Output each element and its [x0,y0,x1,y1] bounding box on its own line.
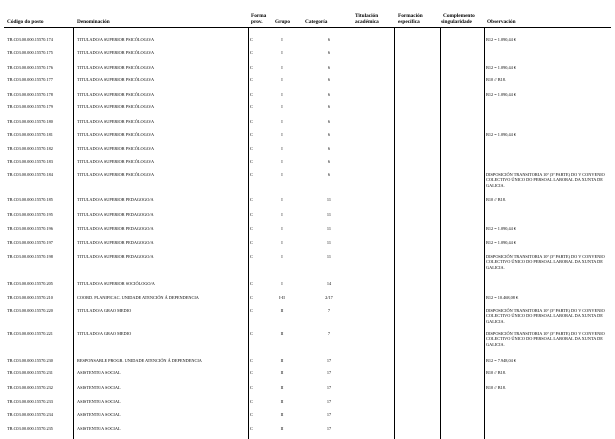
cell-categoria: 11 [326,254,332,259]
cell-categoria: 7 [327,331,331,336]
cell-observacion: B12 = 10.468,08 € [486,295,519,300]
cell-forma-prov: C [250,426,253,431]
cell-denominacion: TITULADO/A SUPERIOR PSICÓLOGO/A [77,132,155,137]
cell-categoria: 6 [327,132,331,137]
cell-denominacion: ASISTENTE/A SOCIAL [77,370,121,375]
cell-grupo: I [281,146,283,151]
cell-codigo: TB.C03.00.000.15570.205 [7,281,53,286]
cell-categoria: 17 [326,412,332,417]
cell-categoria: 17 [326,370,332,375]
cell-grupo: I-II [279,295,285,300]
cell-grupo: I [281,240,283,245]
cell-grupo: II [280,412,284,417]
cell-grupo: I [281,197,283,202]
cell-forma-prov: C [250,197,253,202]
cell-denominacion: TITULADO/A SUPERIOR PSICÓLOGO/A [77,159,155,164]
cell-categoria: 6 [327,159,331,164]
cell-codigo: TB.C03.00.000.15570.195 [7,212,53,217]
cell-forma-prov: C [250,254,253,259]
cell-forma-prov: C [250,65,253,70]
cell-categoria: 17 [326,385,332,390]
cell-observacion: B12 = 1.090,44 € [486,37,516,42]
header-observacion: Observación [487,19,516,25]
cell-denominacion: TITULADO/A SUPERIOR PEDAGOGO/A [77,254,154,259]
cell-codigo: TB.C03.00.000.15570.221 [7,331,53,336]
cell-observacion: DISPOSICIÓN TRANSITORIA 10ª (3ª PARTE) DO V CONVENIO COLECTIVO ÚNICO DO PERSOAL LABORAL DA XUNTA DE GALICIA. [486,331,605,347]
cell-forma-prov: C [250,295,253,300]
cell-grupo: I [281,132,283,137]
cell-forma-prov: C [250,77,253,82]
cell-observacion: B12 = 1.090,44 € [486,65,516,70]
cell-observacion: B10 // B18. [486,77,506,82]
cell-denominacion: TITULADO/A SUPERIOR PSICÓLOGO/A [77,172,155,177]
cell-forma-prov: C [250,159,253,164]
cell-grupo: I [281,50,283,55]
cell-forma-prov: C [250,385,253,390]
cell-denominacion: TITULADO/A SUPERIOR PEDAGOGO/A [77,212,154,217]
cell-codigo: TB.C03.00.000.15570.182 [7,146,53,151]
cell-forma-prov: C [250,119,253,124]
cell-codigo: TB.C03.00.000.15570.231 [7,370,53,375]
cell-codigo: TB.C03.00.000.15570.233 [7,399,53,404]
header-forma-prov-line1: Forma [251,13,267,19]
cell-categoria: 6 [327,104,331,109]
cell-categoria: 6 [327,65,331,70]
column-divider [440,28,441,439]
cell-denominacion: TITULADO/A SUPERIOR PEDAGOGO/A [77,226,154,231]
cell-codigo: TB.C03.00.000.15570.180 [7,119,53,124]
cell-categoria: 6 [327,172,331,177]
cell-categoria: 6 [327,37,331,42]
cell-categoria: 11 [326,240,332,245]
cell-observacion: DISPOSICIÓN TRANSITORIA 10ª (3ª PARTE) DO V CONVENIO COLECTIVO ÚNICO DO PERSOAL LABORAL DA XUNTA DE GALICIA. [486,308,605,324]
cell-grupo: II [280,358,284,363]
cell-forma-prov: C [250,240,253,245]
cell-categoria: 11 [326,212,332,217]
cell-grupo: I [281,254,283,259]
cell-denominacion: TITULADO/A SUPERIOR PEDAGOGO/A [77,240,154,245]
cell-denominacion: ASISTENTE/A SOCIAL [77,385,121,390]
cell-forma-prov: C [250,226,253,231]
cell-grupo: II [280,308,284,313]
cell-denominacion: TITULADO/A SUPERIOR PSICÓLOGO/A [77,50,155,55]
cell-categoria: 6 [327,146,331,151]
cell-grupo: I [281,77,283,82]
cell-denominacion: COORD. PLANIFICAC. UNIDADE ATENCIÓN Á DEPENDENCIA [77,295,199,300]
cell-denominacion: RESPONSABLE PROGR. UNIDADE ATENCIÓN Á DEPENDENCIA [77,358,202,363]
cell-categoria: 17 [326,358,332,363]
cell-categoria: 6 [327,92,331,97]
cell-categoria: 6 [327,119,331,124]
cell-grupo: I [281,37,283,42]
cell-forma-prov: C [250,132,253,137]
header-rule [4,27,611,28]
cell-categoria: 6 [327,77,331,82]
header-codigo: Código do posto [7,19,44,25]
cell-denominacion: TITULADO/A SUPERIOR PSICÓLOGO/A [77,37,155,42]
cell-observacion: B12 = 7.948,04 € [486,358,516,363]
cell-categoria: 11 [326,197,332,202]
cell-forma-prov: C [250,358,253,363]
cell-grupo: I [281,92,283,97]
header-complemento-line2: singularidade [441,19,472,25]
cell-forma-prov: C [250,172,253,177]
header-complemento-line1: Complemento [443,13,475,19]
cell-denominacion: ASISTENTE/A SOCIAL [77,399,121,404]
cell-forma-prov: C [250,92,253,97]
cell-observacion: B12 = 1.090,44 € [486,92,516,97]
cell-observacion: B12 = 1.090,44 € [486,226,516,231]
cell-categoria: 14 [326,281,332,286]
cell-observacion: DISPOSICIÓN TRANSITORIA 10ª (3ª PARTE) DO V CONVENIO COLECTIVO ÚNICO DO PERSOAL LABORAL DA XUNTA DE GALICIA. [486,172,605,188]
cell-forma-prov: C [250,50,253,55]
cell-grupo: II [280,385,284,390]
cell-grupo: I [281,119,283,124]
cell-grupo: I [281,226,283,231]
cell-forma-prov: C [250,412,253,417]
cell-codigo: TB.C03.00.000.15570.178 [7,92,53,97]
cell-grupo: II [280,370,284,375]
cell-grupo: I [281,65,283,70]
header-formacion-line1: Formación [398,13,423,19]
header-titulacion-line1: Titulación [355,13,379,19]
cell-denominacion: TITULADO/A GRAO MEDIO [77,331,132,336]
cell-categoria: 11 [326,226,332,231]
column-divider [484,28,485,439]
cell-observacion: DISPOSICIÓN TRANSITORIA 10ª (3ª PARTE) DO V CONVENIO COLECTIVO ÚNICO DO PERSOAL LABORAL DA XUNTA DE GALICIA. [486,254,605,270]
cell-denominacion: TITULADO/A SUPERIOR PSICÓLOGO/A [77,146,155,151]
cell-codigo: TB.C03.00.000.15570.235 [7,426,53,431]
cell-forma-prov: C [250,308,253,313]
cell-categoria: 2/17 [325,295,333,300]
cell-codigo: TB.C03.00.000.15570.179 [7,104,53,109]
cell-categoria: 6 [327,50,331,55]
cell-denominacion: TITULADO/A SUPERIOR PEDAGOGO/A [77,197,154,202]
cell-grupo: II [280,399,284,404]
cell-denominacion: TITULADO/A SUPERIOR PSICÓLOGO/A [77,92,155,97]
cell-observacion: B10 // B18. [486,197,506,202]
cell-forma-prov: C [250,146,253,151]
cell-observacion: B12 = 1.090,44 € [486,132,516,137]
cell-codigo: TB.C03.00.000.15570.232 [7,385,53,390]
header-formacion-line2: específica [398,19,420,25]
cell-grupo: II [280,426,284,431]
cell-forma-prov: C [250,331,253,336]
cell-codigo: TB.C03.00.000.15570.174 [7,37,53,42]
cell-grupo: I [281,159,283,164]
cell-codigo: TB.C03.00.000.15570.198 [7,254,53,259]
header-titulacion-line2: académica [355,19,379,25]
header-grupo: Grupo [275,19,291,25]
cell-observacion: B12 = 1.090,44 € [486,240,516,245]
cell-forma-prov: C [250,37,253,42]
cell-denominacion: TITULADO/A SUPERIOR PSICÓLOGO/A [77,77,155,82]
cell-codigo: TB.C03.00.000.15570.184 [7,172,53,177]
cell-codigo: TB.C03.00.000.15570.220 [7,308,53,313]
column-divider [394,28,395,439]
cell-codigo: TB.C03.00.000.15570.183 [7,159,53,164]
header-denominacion: Denominación [77,19,110,25]
cell-codigo: TB.C03.00.000.15570.197 [7,240,53,245]
cell-grupo: I [281,104,283,109]
cell-denominacion: ASISTENTE/A SOCIAL [77,426,121,431]
cell-grupo: II [280,331,284,336]
cell-forma-prov: C [250,370,253,375]
cell-forma-prov: C [250,399,253,404]
cell-codigo: TB.C03.00.000.15570.176 [7,65,53,70]
cell-codigo: TB.C03.00.000.15570.177 [7,77,53,82]
cell-observacion: B10 // B18. [486,370,506,375]
cell-codigo: TB.C03.00.000.15570.185 [7,197,53,202]
cell-grupo: I [281,172,283,177]
cell-codigo: TB.C03.00.000.15570.196 [7,226,53,231]
cell-grupo: I [281,281,283,286]
cell-denominacion: TITULADO/A SUPERIOR PSICÓLOGO/A [77,104,155,109]
column-divider [73,28,74,439]
cell-codigo: TB.C03.00.000.15570.181 [7,132,53,137]
cell-denominacion: ASISTENTE/A SOCIAL [77,412,121,417]
cell-observacion: B10 // B18. [486,385,506,390]
cell-forma-prov: C [250,212,253,217]
cell-forma-prov: C [250,104,253,109]
cell-codigo: TB.C03.00.000.15570.210 [7,295,53,300]
cell-codigo: TB.C03.00.000.15570.234 [7,412,53,417]
column-divider [248,28,249,439]
cell-codigo: TB.C03.00.000.15570.230 [7,358,53,363]
cell-forma-prov: C [250,281,253,286]
cell-grupo: I [281,212,283,217]
cell-categoria: 7 [327,308,331,313]
cell-denominacion: TITULADO/A SUPERIOR SOCIÓLOGO/A [77,281,155,286]
header-forma-prov-line2: prov. [251,19,263,25]
header-categoria: Categoría [305,19,328,25]
cell-denominacion: TITULADO/A SUPERIOR PSICÓLOGO/A [77,65,155,70]
cell-categoria: 17 [326,399,332,404]
cell-categoria: 17 [326,426,332,431]
cell-codigo: TB.C03.00.000.15570.175 [7,50,53,55]
cell-denominacion: TITULADO/A GRAO MEDIO [77,308,132,313]
cell-denominacion: TITULADO/A SUPERIOR PSICÓLOGO/A [77,119,155,124]
